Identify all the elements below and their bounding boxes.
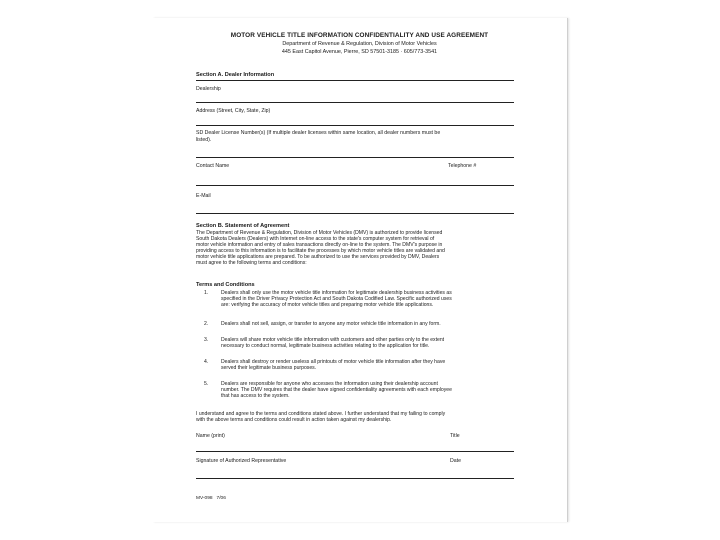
signature-label: Signature of Authorized Representative xyxy=(196,458,287,464)
agreement-statement: The Department of Revenue & Regulation, Division of Motor Vehicles (DMV) is authorized to provide licensed South Dakota Dealers (Dealers) with Internet on-line access to the state's computer system for retrieval of motor vehicle information and entry of sales transactions directly on-line to the system. The DMV's purpose in providing access to this information is to facilitate the processes by which motor vehicle titles are validated and motor vehicle title applications are prepared. To be authorized to use the services provided by DMV, Dealers must agree to the following terms and conditions: xyxy=(196,230,445,267)
name-print-label: Name (print) xyxy=(196,433,225,439)
title-label: Title xyxy=(450,433,460,439)
terms-heading: Terms and Conditions xyxy=(196,282,255,288)
address-field[interactable] xyxy=(196,125,514,126)
dealership-field[interactable] xyxy=(196,102,514,103)
contact-name-label: Contact Name xyxy=(196,163,230,169)
name-title-field[interactable] xyxy=(196,451,514,452)
email-field[interactable] xyxy=(196,213,514,214)
email-label: E-Mail xyxy=(196,193,211,199)
telephone-label: Telephone # xyxy=(448,163,477,169)
form-number: MV-098 7/06 xyxy=(196,496,226,501)
signature-date-field[interactable] xyxy=(196,478,514,479)
license-field[interactable] xyxy=(196,157,514,158)
dealership-label: Dealership xyxy=(196,86,221,92)
license-label: SD Dealer License Number(s) (If multiple dealer licenses within same location, all dealer numbers must be xyxy=(196,130,441,136)
form-title: MOTOR VEHICLE TITLE INFORMATION CONFIDENTIALITY AND USE AGREEMENT xyxy=(230,32,489,39)
address-label: Address (Street, City, State, Zip) xyxy=(196,108,271,114)
date-label: Date xyxy=(450,458,461,464)
document-page: MOTOR VEHICLE TITLE INFORMATION CONFIDENTIALITY AND USE AGREEMENT Department of Revenue & Regulation, Division of Motor Vehicles 445 East Capitol Avenue, Pierre, SD 57501-3185 · 605/773-3541 Section A. Dealer Information Dealership Address (Street, City, State, Zip) SD Dealer License Number(s) (If multiple dealer licenses within same location, all dealer numbers must be listed). Contact Name Telephone # E-Mail Section B. Statement of Agreement The Department of Revenue & Regulation, Division of Motor Vehicles (DMV) is authorized to provide licensed South Dakota Dealers (Dealers) with Internet on-line access to the state's computer system for retrieval of motor vehicle information and entry of sales transactions directly on-line to the system. The DMV's purpose in providing access to this information is to facilitate the processes by which motor vehicle titles are validated and motor vehicle title applications are prepared. To be authorized to use the services provided by DMV, Dealers must agree to the following terms and conditions: Terms and Conditions 1. Dealers shall only use the motor vehicle title information for legitimate dealership business activities as specified in the Driver Privacy Protection Act and South Dakota Codified Law. Specific authorized uses are: verifying the accuracy of motor vehicle titles and preparing motor vehicle title applications. 2. Dealers shall not sell, assign, or transfer to anyone any motor vehicle title information in any form. 3. Dealers will share motor vehicle title information with customers and other parties only to the extent necessary to conduct normal, legitimate business activities relating to the application for title. 4. Dealers shall destroy or render useless all printouts of motor vehicle title information after they have served their legitimate business purposes. 5. Dealers are responsible for anyone who accesses the information using their dealership account number. The DMV requires that the dealer have signed confidentiality agreements with each employee that has access to the system. I understand and agree to the terms and conditions stated above. I further understand that my failing to comply with the above terms and conditions could result in action taken against my dealership. Name (print) Title Signature of Authorized Representative Date MV-098 7/06 xyxy=(152,18,567,522)
department-name: Department of Revenue & Regulation, Division of Motor Vehicles xyxy=(282,41,437,47)
section-a-heading: Section A. Dealer Information xyxy=(196,72,275,78)
license-label-cont: listed). xyxy=(196,137,212,143)
contact-field[interactable] xyxy=(196,185,514,186)
section-b-heading: Section B. Statement of Agreement xyxy=(196,223,290,229)
section-a-rule xyxy=(196,80,514,81)
department-address: 445 East Capitol Avenue, Pierre, SD 57501-3185 · 605/773-3541 xyxy=(281,49,438,55)
acknowledgement-text: I understand and agree to the terms and conditions stated above. I further understand that my failing to comply with the above terms and conditions could result in action taken against my dealership. xyxy=(196,411,446,424)
